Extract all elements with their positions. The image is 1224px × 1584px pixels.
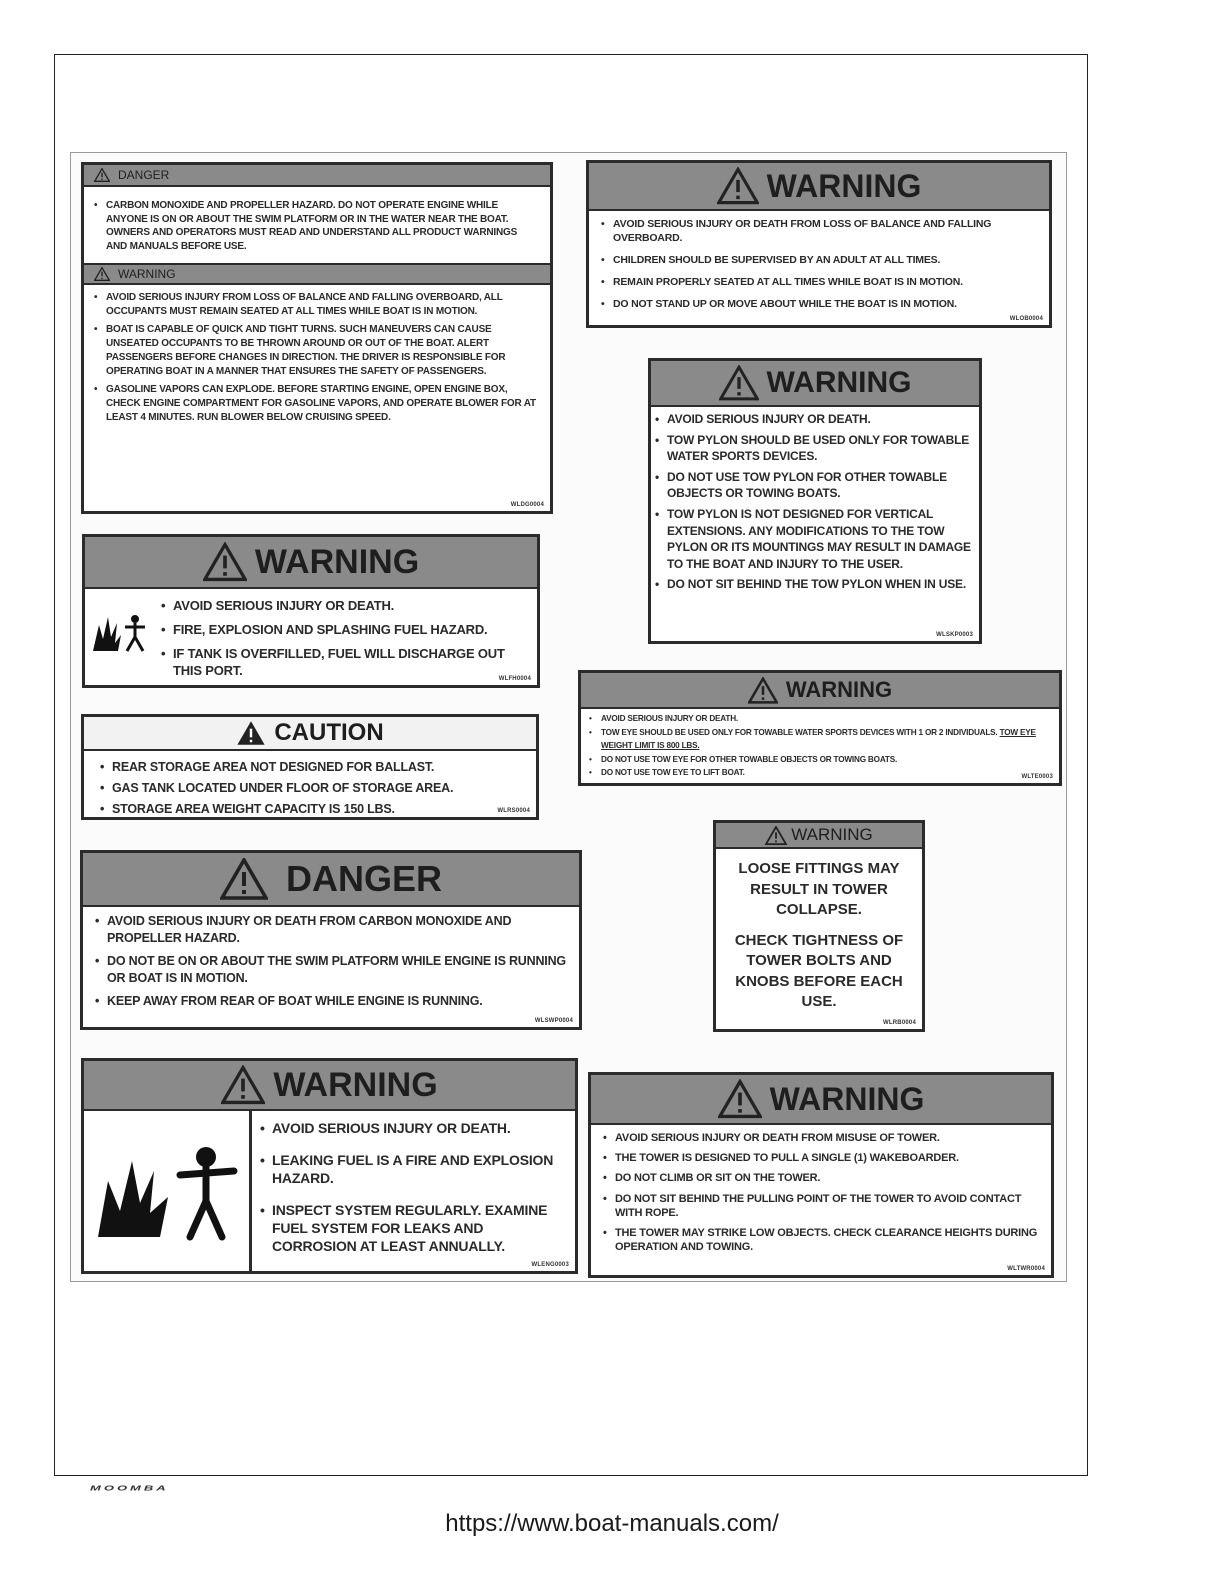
- explosion-person-icon: [91, 611, 151, 655]
- danger-carbon-monoxide-label: [81, 162, 553, 514]
- label-code: WLTWR0004: [1007, 1266, 1045, 1272]
- bullet-list: [651, 407, 979, 597]
- bullet-item: • INSPECT SYSTEM REGULARLY. EXAMINE FUEL SYSTEM FOR LEAKS AND CORROSION AT LEAST ANNUALLY.: [258, 1201, 569, 1255]
- bullet-item: • LEAKING FUEL IS A FIRE AND EXPLOSION HAZARD.: [258, 1151, 569, 1187]
- warning-tower-misuse-label: [588, 1072, 1054, 1278]
- bullet-list: [589, 211, 1049, 315]
- warning-triangle-icon: [718, 1079, 762, 1119]
- warning-triangle-icon: [765, 826, 787, 845]
- warning-triangle-icon: [221, 1065, 265, 1105]
- danger-swim-platform-label: [80, 850, 582, 1030]
- bullet-item: • DO NOT CLIMB OR SIT ON THE TOWER.: [601, 1171, 1043, 1185]
- bullet-item: • CARBON MONOXIDE AND PROPELLER HAZARD. DO NOT OPERATE ENGINE WHILE ANYONE IS ON OR ABOUT THE SWIM PLATFORM OR IN THE WATER NEAR THE BOAT. OWNERS AND OPERATORS MUST READ AND UNDERSTAND ALL PRODUCT WARNINGS AND MANUALS BEFORE USE.: [92, 199, 540, 253]
- bullet-list: [159, 597, 527, 679]
- header-text: WARNING: [769, 1080, 925, 1117]
- source-url[interactable]: https://www.boat-manuals.com/: [445, 1510, 779, 1537]
- label-code: WLOB0004: [1009, 316, 1043, 322]
- bullet-list: [591, 1125, 1051, 1258]
- tower-collapse-text: LOOSE FITTINGS MAY RESULT IN TOWER COLLAPSE.: [738, 860, 900, 918]
- caution-rear-storage-label: [81, 714, 539, 820]
- bullet-item: • STORAGE AREA WEIGHT CAPACITY IS 150 LBS.: [98, 799, 526, 819]
- bullet-item: • AVOID SERIOUS INJURY OR DEATH.: [258, 1119, 569, 1137]
- bullet-item: • DO NOT USE TOW EYE TO LIFT BOAT.: [587, 766, 1051, 780]
- bullet-item: • AVOID SERIOUS INJURY FROM LOSS OF BALANCE AND FALLING OVERBOARD, ALL OCCUPANTS MUST REMAIN SEATED AT ALL TIMES WHILE BOAT IS IN MOTION.: [92, 291, 540, 318]
- label-header: [83, 853, 579, 907]
- bullet-list: [84, 285, 550, 434]
- bullet-item: • AVOID SERIOUS INJURY OR DEATH FROM MISUSE OF TOWER.: [601, 1131, 1043, 1145]
- header-text: WARNING: [766, 167, 922, 204]
- label-header: [589, 163, 1049, 211]
- header-text: WARNING: [254, 542, 420, 581]
- bullet-item: • DO NOT USE TOW EYE FOR OTHER TOWABLE OBJECTS OR TOWING BOATS.: [587, 753, 1051, 767]
- label-subheader: [84, 263, 550, 285]
- tow-eye-weight-limit: TOW EYE WEIGHT LIMIT IS 800 LBS.: [601, 727, 1036, 750]
- bullet-item: • AVOID SERIOUS INJURY OR DEATH.: [159, 597, 527, 614]
- warning-triangle-icon: [236, 720, 266, 746]
- explosion-person-icon: [94, 1141, 244, 1241]
- bullet-item: • AVOID SERIOUS INJURY OR DEATH FROM CARBON MONOXIDE AND PROPELLER HAZARD.: [93, 913, 569, 947]
- label-header: [84, 1061, 575, 1111]
- warning-fuel-overfill-label: [82, 534, 540, 688]
- bullet-list: [83, 907, 579, 1018]
- header-text: WARNING: [766, 366, 912, 399]
- label-code: WLENG0003: [531, 1262, 569, 1268]
- header-text: WARNING: [273, 1065, 438, 1104]
- warning-triangle-icon: [220, 858, 268, 900]
- label-code: WLRS0004: [497, 808, 530, 814]
- warning-leaking-fuel-label: [81, 1058, 578, 1274]
- bullet-item: • AVOID SERIOUS INJURY OR DEATH FROM LOSS OF BALANCE AND FALLING OVERBOARD.: [599, 217, 1039, 245]
- warning-overboard-label: [586, 160, 1052, 328]
- header-text: CAUTION: [274, 719, 384, 746]
- warning-triangle-icon: [203, 542, 247, 582]
- bullet-item: • TOW EYE SHOULD BE USED ONLY FOR TOWABLE WATER SPORTS DEVICES WITH 1 OR 2 INDIVIDUALS. TOW EYE WEIGHT LIMIT IS 800 LBS.: [587, 726, 1051, 753]
- bullet-item: • IF TANK IS OVERFILLED, FUEL WILL DISCHARGE OUT THIS PORT.: [159, 645, 527, 679]
- label-header: [84, 717, 536, 751]
- label-code: WLSWP0004: [534, 1018, 573, 1024]
- header-text: DANGER: [285, 858, 442, 899]
- pictogram-panel: [84, 1111, 252, 1271]
- bullet-item: • AVOID SERIOUS INJURY OR DEATH.: [653, 411, 973, 428]
- label-header: [716, 823, 922, 849]
- bullet-item: • DO NOT BE ON OR ABOUT THE SWIM PLATFORM WHILE ENGINE IS RUNNING OR BOAT IS IN MOTION.: [93, 953, 569, 987]
- bullet-item: • DO NOT USE TOW PYLON FOR OTHER TOWABLE OBJECTS OR TOWING BOATS.: [653, 469, 973, 502]
- header-text: WARNING: [785, 677, 893, 702]
- header-text: WARNING: [791, 825, 873, 844]
- warning-triangle-icon: [717, 167, 759, 205]
- header-text: DANGER: [118, 168, 170, 182]
- bullet-item: • DO NOT SIT BEHIND THE PULLING POINT OF THE TOWER TO AVOID CONTACT WITH ROPE.: [601, 1192, 1043, 1220]
- header-text: WARNING: [118, 267, 176, 281]
- bullet-item: • DO NOT SIT BEHIND THE TOW PYLON WHEN IN USE.: [653, 576, 973, 593]
- warning-triangle-icon: [94, 267, 110, 281]
- check-tightness-text: CHECK TIGHTNESS OF TOWER BOLTS AND KNOBS BEFORE EACH USE.: [734, 931, 904, 1010]
- warning-triangle-icon: [719, 365, 759, 401]
- label-header: [591, 1075, 1051, 1125]
- label-code: WLDG0004: [510, 502, 544, 508]
- bullet-item: • AVOID SERIOUS INJURY OR DEATH.: [587, 712, 1051, 726]
- warning-tow-eye-label: [578, 670, 1062, 786]
- label-code: WLRB0004: [883, 1020, 916, 1026]
- label-header: [84, 165, 550, 187]
- label-code: WLSKP0003: [936, 632, 973, 638]
- bullet-list: [84, 187, 550, 263]
- bullet-item: • THE TOWER IS DESIGNED TO PULL A SINGLE (1) WAKEBOARDER.: [601, 1151, 1043, 1165]
- bullet-item: • TOW PYLON IS NOT DESIGNED FOR VERTICAL EXTENSIONS. ANY MODIFICATIONS TO THE TOW PYLON OR ITS MOUNTINGS MAY RESULT IN DAMAGE TO THE BOAT AND INJURY TO THE USER.: [653, 506, 973, 572]
- warning-triangle-icon: [748, 677, 778, 704]
- bullet-item: • KEEP AWAY FROM REAR OF BOAT WHILE ENGINE IS RUNNING.: [93, 993, 569, 1010]
- bullet-item: • REAR STORAGE AREA NOT DESIGNED FOR BALLAST.: [98, 757, 526, 777]
- bullet-item: • DO NOT STAND UP OR MOVE ABOUT WHILE THE BOAT IS IN MOTION.: [599, 297, 1039, 311]
- warning-tow-pylon-label: [648, 358, 982, 644]
- bullet-item: • REMAIN PROPERLY SEATED AT ALL TIMES WHILE BOAT IS IN MOTION.: [599, 275, 1039, 289]
- label-code: WLFH0004: [498, 676, 531, 682]
- bullet-item: • BOAT IS CAPABLE OF QUICK AND TIGHT TURNS. SUCH MANEUVERS CAN CAUSE UNSEATED OCCUPANTS TO BE THROWN AROUND OR OUT OF THE BOAT. ALERT PASSENGERS BEFORE CHANGES IN DIRECTION. THE DRIVER IS RESPONSIBLE FOR OPERATING BOAT IN A MANNER THAT ENSURES THE SAFETY OF PASSENGERS.: [92, 323, 540, 378]
- bullet-item: • GASOLINE VAPORS CAN EXPLODE. BEFORE STARTING ENGINE, OPEN ENGINE BOX, CHECK ENGINE COMPARTMENT FOR GASOLINE VAPORS, AND OPERATE BLOWER FOR AT LEAST 4 MINUTES. RUN BLOWER BELOW CRUISING SPEED.: [92, 383, 540, 424]
- warning-tower-fittings-label: [713, 820, 925, 1032]
- bullet-list: [581, 709, 1059, 782]
- bullet-list: [84, 751, 536, 820]
- label-header: [581, 673, 1059, 709]
- label-header: [651, 361, 979, 407]
- bullet-item: • THE TOWER MAY STRIKE LOW OBJECTS. CHECK CLEARANCE HEIGHTS DURING OPERATION AND TOWING.: [601, 1226, 1043, 1254]
- bullet-item: • GAS TANK LOCATED UNDER FLOOR OF STORAGE AREA.: [98, 778, 526, 798]
- warning-triangle-icon: [94, 168, 110, 182]
- bullet-list: [258, 1119, 569, 1255]
- label-code: WLTE0003: [1021, 774, 1053, 780]
- moomba-logo: MOOMBA: [90, 1484, 169, 1493]
- bullet-item: • CHILDREN SHOULD BE SUPERVISED BY AN ADULT AT ALL TIMES.: [599, 253, 1039, 267]
- bullet-item: • TOW PYLON SHOULD BE USED ONLY FOR TOWABLE WATER SPORTS DEVICES.: [653, 432, 973, 465]
- bullet-item: • FIRE, EXPLOSION AND SPLASHING FUEL HAZARD.: [159, 621, 527, 638]
- label-header: [85, 537, 537, 589]
